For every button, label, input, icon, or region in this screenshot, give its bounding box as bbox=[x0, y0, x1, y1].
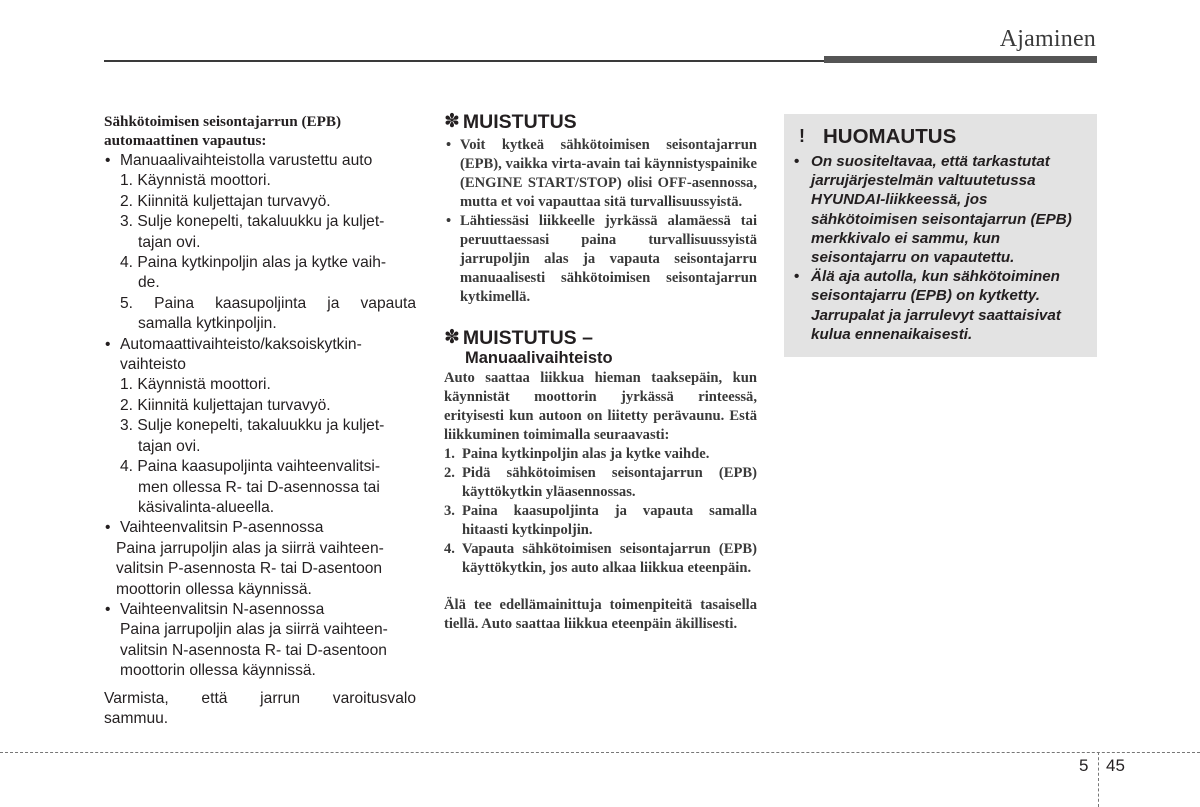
step-number: 4. bbox=[444, 541, 455, 557]
p-position-text bbox=[104, 539, 416, 600]
step-number: 2. bbox=[444, 465, 455, 481]
heading-line: automaattinen vapautus: bbox=[104, 132, 267, 149]
manual-steps bbox=[104, 171, 416, 334]
epb-release-heading bbox=[104, 112, 416, 150]
n-position-item: • Vaihteenvalitsin N-asennossa bbox=[104, 600, 416, 620]
step-cont: tajan ovi. bbox=[138, 233, 201, 251]
step-text: Paina kaasupoljinta ja vapauta samalla hitaasti kytkinpoljin. bbox=[462, 503, 757, 538]
note-bullet: • Voit kytkeä sähkötoimisen seisontajarrun (EPB), vaikka virta-avain tai käynnistyspainike (ENGINE START/STOP) olisi OFF-asennossa, mutta et voi vapauttaa sitä turvallisuussyistä. bbox=[444, 136, 757, 212]
automatic-transmission-item bbox=[104, 335, 416, 376]
step: 4. Paina kaasupoljinta vaihteenvalitsi- bbox=[120, 458, 381, 476]
step-cont: käsivalinta-alueella. bbox=[138, 498, 275, 516]
step: 1. Käynnistä moottori. bbox=[120, 172, 271, 190]
step: 3. Sulje konepelti, takaluukku ja kuljet- bbox=[120, 213, 385, 231]
item-line: • Automaattivaihteisto/kaksoiskytkin- bbox=[120, 335, 362, 353]
footer-divider bbox=[1098, 752, 1099, 807]
header-rule bbox=[104, 60, 824, 62]
note-warning: Älä tee edellämainittuja toimenpiteitä tasaisella tiellä. Auto saattaa liikkua eteenpäin äkillisesti. bbox=[444, 597, 757, 632]
note-step bbox=[444, 445, 757, 464]
text-line: Paina jarrupoljin alas ja siirrä vaihteen- bbox=[120, 621, 388, 639]
step-text: Pidä sähkötoimisen seisontajarrun (EPB) käyttökytkin yläasennossas. bbox=[462, 465, 757, 500]
step-number: 1. bbox=[444, 446, 455, 462]
note-step bbox=[444, 502, 757, 540]
header-rule-accent bbox=[824, 56, 1097, 63]
note-heading bbox=[444, 327, 757, 349]
text-line: valitsin P-asennosta R- tai D-asentoon bbox=[116, 560, 383, 578]
text-line: valitsin N-asennosta R- tai D-asentoon bbox=[120, 641, 387, 659]
page-number: 45 bbox=[1106, 756, 1125, 775]
caution-title: HUOMAUTUS bbox=[823, 125, 957, 148]
step: 4. Paina kytkinpoljin alas ja kytke vaih- bbox=[120, 254, 387, 272]
caution-box bbox=[784, 114, 1097, 357]
asterisk-icon: ✽ bbox=[444, 111, 460, 132]
section-number: 5 bbox=[1079, 756, 1089, 775]
note-body bbox=[444, 369, 757, 634]
item-line: vaihteisto bbox=[120, 356, 186, 374]
note-body bbox=[444, 136, 757, 307]
note-subtitle: Manuaalivaihteisto bbox=[465, 349, 613, 367]
column-notes bbox=[444, 111, 757, 634]
caution-body bbox=[794, 152, 1088, 344]
note-intro: Auto saattaa liikkua hieman taaksepäin, kun käynnistät moottorin jyrkässä rinteessä, erityisesti kun autoon on liitetty perävaunu. Estä liikkuminen toimimalla seuraavasti: bbox=[444, 370, 757, 443]
p-position-item: • Vaihteenvalitsin P-asennossa bbox=[104, 518, 416, 538]
note-bullet: • Lähtiessäsi liikkeelle jyrkässä alamäessä tai peruuttaessasi paina turvallisuussyistä jarrupoljin alas ja vapauta seisontajarru manuaalisesti sähkötoimisen seisontajarrun kytkimellä. bbox=[444, 212, 757, 307]
caution-heading bbox=[799, 125, 956, 149]
note-title: MUISTUTUS bbox=[462, 111, 577, 133]
note-step bbox=[444, 540, 757, 578]
step-cont: tajan ovi. bbox=[138, 437, 201, 455]
column-epb-release bbox=[104, 112, 416, 729]
heading-line: Sähkötoimisen seisontajarrun (EPB) bbox=[104, 113, 342, 130]
auto-steps bbox=[104, 375, 416, 518]
step-text: Vapauta sähkötoimisen seisontajarrun (EPB) käyttökytkin, jos auto alkaa liikkua eteenpäin. bbox=[462, 541, 757, 576]
step-text: Paina kytkinpoljin alas ja kytke vaihde. bbox=[462, 446, 710, 462]
n-position-text bbox=[104, 620, 416, 681]
step: 3. Sulje konepelti, takaluukku ja kuljet- bbox=[120, 417, 385, 435]
section-title: Ajaminen bbox=[999, 26, 1096, 52]
text-line: sammuu. bbox=[104, 709, 169, 727]
manual-transmission-item: • Manuaalivaihteistolla varustettu auto bbox=[104, 151, 416, 171]
note-step bbox=[444, 464, 757, 502]
asterisk-icon: ✽ bbox=[444, 327, 460, 348]
text-line: moottorin ollessa käynnissä. bbox=[116, 580, 312, 598]
step: 2. Kiinnitä kuljettajan turvavyö. bbox=[120, 396, 331, 414]
note-heading bbox=[444, 111, 757, 133]
exclamation-icon: ! bbox=[799, 125, 805, 146]
caution-bullet: • On suositeltavaa, että tarkastutat jarrujärjestelmän valtuutetussa HYUNDAI-liikkeessä, jos sähkötoimisen seisontajarrun (EPB) merkkivalo ei sammu, kun seisontajarru on vapautettu. bbox=[794, 152, 1088, 267]
step-cont: de. bbox=[138, 274, 160, 292]
step: 1. Käynnistä moottori. bbox=[120, 376, 271, 394]
text-line: Paina jarrupoljin alas ja siirrä vaihteen- bbox=[116, 539, 384, 557]
note-block-general bbox=[444, 111, 757, 307]
footer-rule bbox=[0, 752, 1200, 753]
step-cont: men ollessa R- tai D-asennossa tai bbox=[138, 478, 380, 496]
text-line: Varmista, että jarrun varoitusvalo bbox=[104, 689, 416, 707]
text-line: moottorin ollessa käynnissä. bbox=[120, 662, 316, 680]
note-title: MUISTUTUS – bbox=[462, 327, 593, 349]
step-number: 3. bbox=[444, 503, 455, 519]
caution-bullet: • Älä aja autolla, kun sähkötoiminen seisontajarru (EPB) on kytketty. Jarrupalat ja jarrulevyt saattaisivat kulua ennenaikaisesti. bbox=[794, 267, 1088, 344]
step-cont: samalla kytkinpoljin. bbox=[138, 315, 277, 333]
final-check bbox=[104, 689, 416, 730]
step: 2. Kiinnitä kuljettajan turvavyö. bbox=[120, 192, 331, 210]
note-block-manual bbox=[444, 327, 757, 634]
step: 5. Paina kaasupoljinta ja vapauta bbox=[120, 294, 416, 312]
